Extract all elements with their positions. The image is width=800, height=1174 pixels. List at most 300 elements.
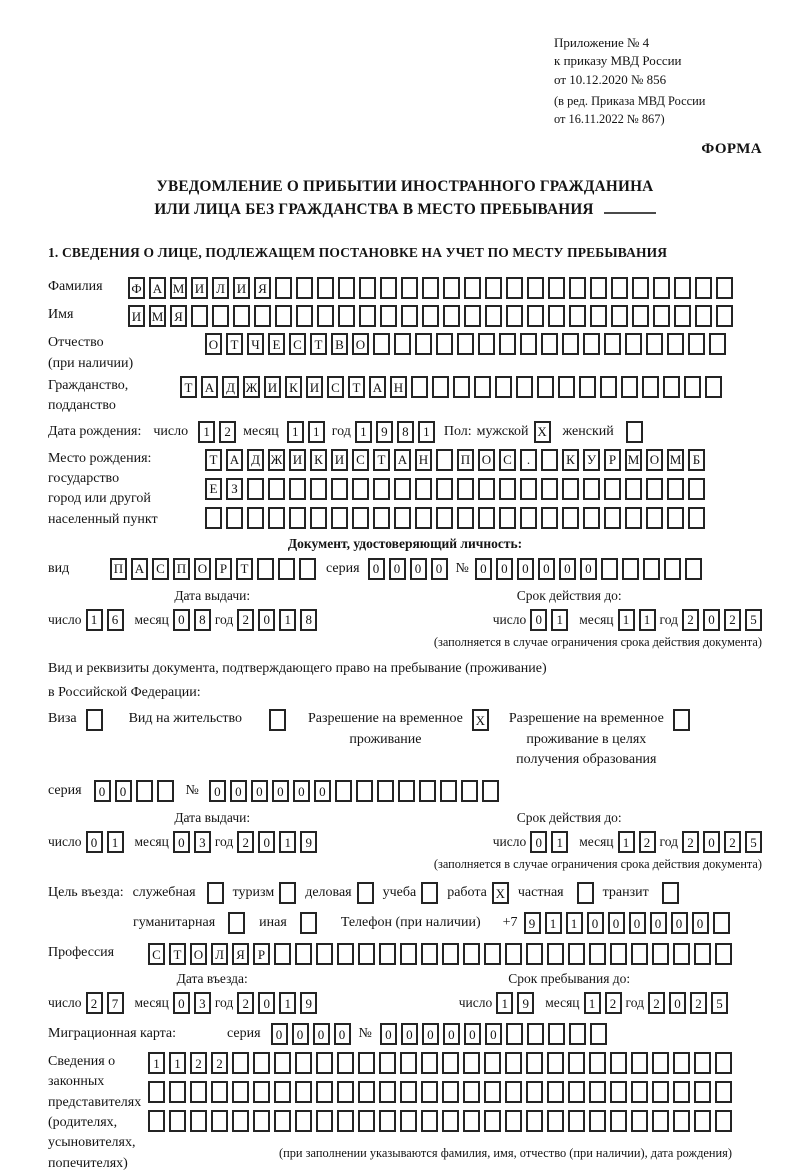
- char-box[interactable]: [358, 1081, 375, 1103]
- char-box[interactable]: [621, 376, 638, 398]
- char-box[interactable]: [356, 780, 373, 802]
- char-box[interactable]: А: [226, 449, 243, 471]
- char-box[interactable]: 8: [194, 609, 211, 631]
- char-box[interactable]: [685, 558, 702, 580]
- char-box[interactable]: [157, 780, 174, 802]
- char-box[interactable]: [505, 943, 522, 965]
- char-box[interactable]: [212, 305, 229, 327]
- char-box[interactable]: [317, 305, 334, 327]
- char-box[interactable]: [653, 305, 670, 327]
- char-box[interactable]: [484, 1052, 501, 1074]
- char-box[interactable]: [527, 305, 544, 327]
- char-box[interactable]: [457, 507, 474, 529]
- char-box[interactable]: Д: [222, 376, 239, 398]
- char-box[interactable]: [421, 1081, 438, 1103]
- char-box[interactable]: [694, 1110, 711, 1132]
- char-box[interactable]: [526, 1110, 543, 1132]
- char-box[interactable]: 1: [618, 609, 635, 631]
- checkbox[interactable]: [421, 882, 438, 904]
- char-box[interactable]: [611, 305, 628, 327]
- char-box[interactable]: 0: [650, 912, 667, 934]
- char-box[interactable]: [583, 333, 600, 355]
- char-box[interactable]: [335, 780, 352, 802]
- char-box[interactable]: [299, 558, 316, 580]
- char-box[interactable]: 0: [258, 609, 275, 631]
- char-box[interactable]: М: [625, 449, 642, 471]
- char-box[interactable]: [310, 507, 327, 529]
- char-box[interactable]: [547, 1110, 564, 1132]
- char-box[interactable]: 2: [211, 1052, 228, 1074]
- char-box[interactable]: [663, 376, 680, 398]
- char-box[interactable]: 0: [580, 558, 597, 580]
- checkbox[interactable]: [357, 882, 374, 904]
- char-box[interactable]: 0: [272, 780, 289, 802]
- checkbox[interactable]: [228, 912, 245, 934]
- char-box[interactable]: [352, 507, 369, 529]
- char-box[interactable]: А: [131, 558, 148, 580]
- char-box[interactable]: С: [148, 943, 165, 965]
- checkbox[interactable]: [279, 882, 296, 904]
- char-box[interactable]: О: [190, 943, 207, 965]
- char-box[interactable]: [211, 1110, 228, 1132]
- char-box[interactable]: 9: [376, 421, 393, 443]
- char-box[interactable]: [379, 1081, 396, 1103]
- char-box[interactable]: [589, 1081, 606, 1103]
- char-box[interactable]: [316, 1081, 333, 1103]
- char-box[interactable]: [715, 1052, 732, 1074]
- char-box[interactable]: 7: [107, 992, 124, 1014]
- char-box[interactable]: 3: [194, 831, 211, 853]
- char-box[interactable]: Л: [212, 277, 229, 299]
- char-box[interactable]: [505, 1110, 522, 1132]
- char-box[interactable]: 1: [279, 831, 296, 853]
- char-box[interactable]: [667, 333, 684, 355]
- char-box[interactable]: Т: [180, 376, 197, 398]
- char-box[interactable]: [631, 1052, 648, 1074]
- char-box[interactable]: [653, 277, 670, 299]
- char-box[interactable]: [226, 507, 243, 529]
- char-box[interactable]: [673, 1052, 690, 1074]
- char-box[interactable]: [646, 478, 663, 500]
- char-box[interactable]: [667, 478, 684, 500]
- char-box[interactable]: [358, 1110, 375, 1132]
- char-box[interactable]: [694, 1052, 711, 1074]
- char-box[interactable]: [400, 1081, 417, 1103]
- char-box[interactable]: Ф: [128, 277, 145, 299]
- char-box[interactable]: [394, 333, 411, 355]
- char-box[interactable]: [148, 1110, 165, 1132]
- char-box[interactable]: 1: [566, 912, 583, 934]
- char-box[interactable]: [562, 507, 579, 529]
- char-box[interactable]: [569, 277, 586, 299]
- char-box[interactable]: [232, 1110, 249, 1132]
- char-box[interactable]: 0: [530, 609, 547, 631]
- char-box[interactable]: 1: [496, 992, 513, 1014]
- char-box[interactable]: [415, 478, 432, 500]
- char-box[interactable]: [257, 558, 274, 580]
- char-box[interactable]: 0: [669, 992, 686, 1014]
- char-box[interactable]: А: [201, 376, 218, 398]
- char-box[interactable]: 0: [173, 992, 190, 1014]
- char-box[interactable]: [359, 305, 376, 327]
- char-box[interactable]: 2: [690, 992, 707, 1014]
- char-box[interactable]: [590, 305, 607, 327]
- char-box[interactable]: [232, 1052, 249, 1074]
- checkbox[interactable]: X: [534, 421, 551, 443]
- char-box[interactable]: Е: [205, 478, 222, 500]
- char-box[interactable]: [442, 1110, 459, 1132]
- char-box[interactable]: С: [327, 376, 344, 398]
- char-box[interactable]: [667, 507, 684, 529]
- char-box[interactable]: 0: [671, 912, 688, 934]
- char-box[interactable]: [474, 376, 491, 398]
- char-box[interactable]: [211, 1081, 228, 1103]
- char-box[interactable]: .: [520, 449, 537, 471]
- char-box[interactable]: 0: [209, 780, 226, 802]
- char-box[interactable]: 2: [190, 1052, 207, 1074]
- char-box[interactable]: [713, 912, 730, 934]
- char-box[interactable]: [604, 507, 621, 529]
- char-box[interactable]: [232, 1081, 249, 1103]
- char-box[interactable]: И: [331, 449, 348, 471]
- char-box[interactable]: 0: [587, 912, 604, 934]
- char-box[interactable]: К: [562, 449, 579, 471]
- char-box[interactable]: О: [478, 449, 495, 471]
- char-box[interactable]: [527, 277, 544, 299]
- char-box[interactable]: [191, 305, 208, 327]
- char-box[interactable]: 0: [389, 558, 406, 580]
- char-box[interactable]: [421, 1052, 438, 1074]
- char-box[interactable]: [233, 305, 250, 327]
- char-box[interactable]: [520, 478, 537, 500]
- char-box[interactable]: К: [285, 376, 302, 398]
- char-box[interactable]: 0: [173, 609, 190, 631]
- checkbox[interactable]: X: [492, 882, 509, 904]
- char-box[interactable]: 1: [198, 421, 215, 443]
- char-box[interactable]: [274, 1052, 291, 1074]
- char-box[interactable]: [421, 943, 438, 965]
- char-box[interactable]: [464, 305, 481, 327]
- char-box[interactable]: [520, 507, 537, 529]
- char-box[interactable]: Т: [169, 943, 186, 965]
- char-box[interactable]: 0: [293, 780, 310, 802]
- char-box[interactable]: [464, 277, 481, 299]
- char-box[interactable]: З: [226, 478, 243, 500]
- char-box[interactable]: [436, 449, 453, 471]
- char-box[interactable]: 1: [86, 609, 103, 631]
- char-box[interactable]: [296, 277, 313, 299]
- char-box[interactable]: Ж: [268, 449, 285, 471]
- char-box[interactable]: [604, 478, 621, 500]
- char-box[interactable]: [338, 277, 355, 299]
- char-box[interactable]: Ж: [243, 376, 260, 398]
- char-box[interactable]: [205, 507, 222, 529]
- char-box[interactable]: [316, 1052, 333, 1074]
- char-box[interactable]: [674, 277, 691, 299]
- char-box[interactable]: [568, 943, 585, 965]
- char-box[interactable]: [643, 558, 660, 580]
- char-box[interactable]: [295, 1052, 312, 1074]
- char-box[interactable]: [548, 305, 565, 327]
- char-box[interactable]: [632, 305, 649, 327]
- char-box[interactable]: [652, 1081, 669, 1103]
- char-box[interactable]: 0: [94, 780, 111, 802]
- char-box[interactable]: [547, 1052, 564, 1074]
- checkbox[interactable]: [577, 882, 594, 904]
- char-box[interactable]: 0: [271, 1023, 288, 1045]
- char-box[interactable]: [268, 478, 285, 500]
- char-box[interactable]: [415, 507, 432, 529]
- char-box[interactable]: [664, 558, 681, 580]
- char-box[interactable]: [169, 1081, 186, 1103]
- char-box[interactable]: 2: [724, 609, 741, 631]
- char-box[interactable]: [604, 333, 621, 355]
- char-box[interactable]: [484, 943, 501, 965]
- char-box[interactable]: [541, 449, 558, 471]
- char-box[interactable]: [478, 333, 495, 355]
- char-box[interactable]: [316, 943, 333, 965]
- char-box[interactable]: [275, 305, 292, 327]
- char-box[interactable]: П: [110, 558, 127, 580]
- char-box[interactable]: 5: [711, 992, 728, 1014]
- char-box[interactable]: [295, 1081, 312, 1103]
- char-box[interactable]: [442, 1081, 459, 1103]
- char-box[interactable]: 2: [86, 992, 103, 1014]
- char-box[interactable]: О: [205, 333, 222, 355]
- char-box[interactable]: [359, 277, 376, 299]
- char-box[interactable]: [484, 1110, 501, 1132]
- char-box[interactable]: 0: [485, 1023, 502, 1045]
- char-box[interactable]: [652, 1052, 669, 1074]
- char-box[interactable]: [289, 478, 306, 500]
- char-box[interactable]: [495, 376, 512, 398]
- char-box[interactable]: [562, 478, 579, 500]
- char-box[interactable]: [432, 376, 449, 398]
- char-box[interactable]: И: [289, 449, 306, 471]
- char-box[interactable]: [715, 1110, 732, 1132]
- char-box[interactable]: [136, 780, 153, 802]
- char-box[interactable]: Д: [247, 449, 264, 471]
- char-box[interactable]: [380, 305, 397, 327]
- char-box[interactable]: О: [194, 558, 211, 580]
- char-box[interactable]: [590, 1023, 607, 1045]
- char-box[interactable]: 0: [629, 912, 646, 934]
- char-box[interactable]: [526, 943, 543, 965]
- char-box[interactable]: Р: [215, 558, 232, 580]
- char-box[interactable]: [394, 507, 411, 529]
- char-box[interactable]: Я: [170, 305, 187, 327]
- char-box[interactable]: М: [170, 277, 187, 299]
- char-box[interactable]: [506, 1023, 523, 1045]
- char-box[interactable]: М: [149, 305, 166, 327]
- char-box[interactable]: [558, 376, 575, 398]
- char-box[interactable]: [485, 277, 502, 299]
- char-box[interactable]: [583, 507, 600, 529]
- char-box[interactable]: 0: [368, 558, 385, 580]
- char-box[interactable]: [400, 1110, 417, 1132]
- char-box[interactable]: 1: [551, 831, 568, 853]
- char-box[interactable]: Т: [205, 449, 222, 471]
- char-box[interactable]: [411, 376, 428, 398]
- char-box[interactable]: [506, 305, 523, 327]
- char-box[interactable]: 1: [148, 1052, 165, 1074]
- char-box[interactable]: 2: [237, 992, 254, 1014]
- char-box[interactable]: [589, 943, 606, 965]
- char-box[interactable]: [622, 558, 639, 580]
- char-box[interactable]: 6: [107, 609, 124, 631]
- char-box[interactable]: [422, 305, 439, 327]
- char-box[interactable]: С: [499, 449, 516, 471]
- char-box[interactable]: К: [310, 449, 327, 471]
- char-box[interactable]: 0: [422, 1023, 439, 1045]
- char-box[interactable]: [541, 507, 558, 529]
- char-box[interactable]: [694, 1081, 711, 1103]
- char-box[interactable]: 1: [639, 609, 656, 631]
- char-box[interactable]: 0: [401, 1023, 418, 1045]
- char-box[interactable]: [169, 1110, 186, 1132]
- char-box[interactable]: [646, 507, 663, 529]
- char-box[interactable]: [716, 277, 733, 299]
- char-box[interactable]: [579, 376, 596, 398]
- char-box[interactable]: [377, 780, 394, 802]
- char-box[interactable]: [419, 780, 436, 802]
- char-box[interactable]: 9: [524, 912, 541, 934]
- checkbox[interactable]: [207, 882, 224, 904]
- char-box[interactable]: 0: [314, 780, 331, 802]
- char-box[interactable]: Т: [373, 449, 390, 471]
- char-box[interactable]: [401, 277, 418, 299]
- char-box[interactable]: [610, 1052, 627, 1074]
- char-box[interactable]: 0: [410, 558, 427, 580]
- char-box[interactable]: [295, 943, 312, 965]
- char-box[interactable]: [499, 478, 516, 500]
- char-box[interactable]: [338, 305, 355, 327]
- char-box[interactable]: 0: [115, 780, 132, 802]
- char-box[interactable]: [673, 943, 690, 965]
- char-box[interactable]: Н: [390, 376, 407, 398]
- char-box[interactable]: 2: [605, 992, 622, 1014]
- char-box[interactable]: 5: [745, 831, 762, 853]
- char-box[interactable]: [463, 1081, 480, 1103]
- char-box[interactable]: 3: [194, 992, 211, 1014]
- char-box[interactable]: 0: [517, 558, 534, 580]
- char-box[interactable]: 0: [692, 912, 709, 934]
- char-box[interactable]: [569, 305, 586, 327]
- char-box[interactable]: [695, 277, 712, 299]
- char-box[interactable]: [600, 376, 617, 398]
- char-box[interactable]: [443, 305, 460, 327]
- checkbox[interactable]: [300, 912, 317, 934]
- char-box[interactable]: О: [352, 333, 369, 355]
- char-box[interactable]: [253, 1110, 270, 1132]
- char-box[interactable]: [589, 1052, 606, 1074]
- char-box[interactable]: 2: [682, 831, 699, 853]
- char-box[interactable]: 2: [237, 831, 254, 853]
- char-box[interactable]: [331, 507, 348, 529]
- char-box[interactable]: 1: [418, 421, 435, 443]
- char-box[interactable]: [610, 943, 627, 965]
- char-box[interactable]: [527, 1023, 544, 1045]
- char-box[interactable]: [379, 1052, 396, 1074]
- char-box[interactable]: И: [191, 277, 208, 299]
- char-box[interactable]: А: [149, 277, 166, 299]
- char-box[interactable]: Т: [310, 333, 327, 355]
- char-box[interactable]: 0: [496, 558, 513, 580]
- char-box[interactable]: [310, 478, 327, 500]
- char-box[interactable]: [247, 478, 264, 500]
- char-box[interactable]: 1: [545, 912, 562, 934]
- char-box[interactable]: [358, 1052, 375, 1074]
- char-box[interactable]: [610, 1081, 627, 1103]
- char-box[interactable]: [253, 1081, 270, 1103]
- char-box[interactable]: Н: [415, 449, 432, 471]
- char-box[interactable]: [673, 1081, 690, 1103]
- char-box[interactable]: [715, 943, 732, 965]
- char-box[interactable]: [415, 333, 432, 355]
- char-box[interactable]: Р: [604, 449, 621, 471]
- char-box[interactable]: [541, 478, 558, 500]
- char-box[interactable]: 0: [559, 558, 576, 580]
- char-box[interactable]: 1: [551, 609, 568, 631]
- char-box[interactable]: 0: [475, 558, 492, 580]
- char-box[interactable]: [684, 376, 701, 398]
- char-box[interactable]: [148, 1081, 165, 1103]
- char-box[interactable]: П: [457, 449, 474, 471]
- char-box[interactable]: [548, 277, 565, 299]
- char-box[interactable]: [590, 277, 607, 299]
- char-box[interactable]: [190, 1081, 207, 1103]
- char-box[interactable]: [380, 277, 397, 299]
- char-box[interactable]: [463, 1110, 480, 1132]
- char-box[interactable]: [337, 1110, 354, 1132]
- char-box[interactable]: [506, 277, 523, 299]
- char-box[interactable]: [652, 1110, 669, 1132]
- char-box[interactable]: [463, 1052, 480, 1074]
- char-box[interactable]: П: [173, 558, 190, 580]
- char-box[interactable]: 0: [173, 831, 190, 853]
- char-box[interactable]: [694, 943, 711, 965]
- char-box[interactable]: 1: [279, 992, 296, 1014]
- char-box[interactable]: [373, 333, 390, 355]
- char-box[interactable]: [289, 507, 306, 529]
- char-box[interactable]: 0: [703, 609, 720, 631]
- char-box[interactable]: 2: [682, 609, 699, 631]
- checkbox[interactable]: [86, 709, 103, 731]
- char-box[interactable]: Л: [211, 943, 228, 965]
- char-box[interactable]: О: [646, 449, 663, 471]
- char-box[interactable]: [715, 1081, 732, 1103]
- char-box[interactable]: [278, 558, 295, 580]
- char-box[interactable]: [484, 1081, 501, 1103]
- char-box[interactable]: [568, 1110, 585, 1132]
- char-box[interactable]: И: [128, 305, 145, 327]
- char-box[interactable]: [631, 1081, 648, 1103]
- char-box[interactable]: 0: [380, 1023, 397, 1045]
- char-box[interactable]: [337, 1052, 354, 1074]
- char-box[interactable]: [547, 943, 564, 965]
- char-box[interactable]: [442, 943, 459, 965]
- char-box[interactable]: [331, 478, 348, 500]
- char-box[interactable]: 0: [251, 780, 268, 802]
- char-box[interactable]: 2: [724, 831, 741, 853]
- char-box[interactable]: Б: [688, 449, 705, 471]
- char-box[interactable]: 0: [313, 1023, 330, 1045]
- char-box[interactable]: [478, 478, 495, 500]
- char-box[interactable]: [505, 1052, 522, 1074]
- char-box[interactable]: [541, 333, 558, 355]
- char-box[interactable]: И: [306, 376, 323, 398]
- char-box[interactable]: 0: [443, 1023, 460, 1045]
